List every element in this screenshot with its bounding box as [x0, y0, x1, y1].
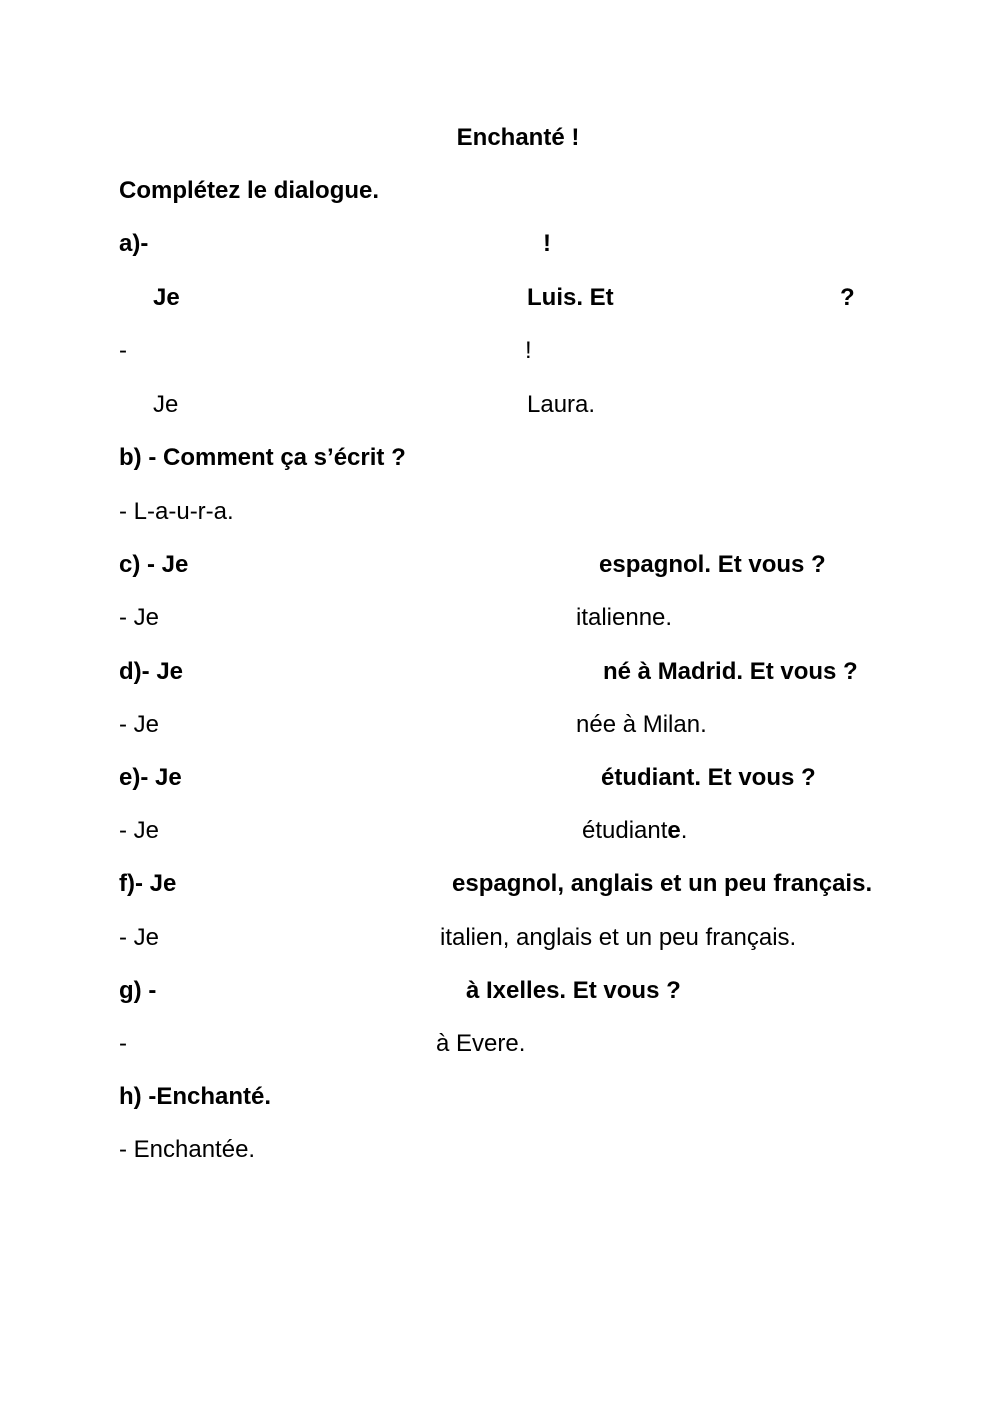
item-f-answer-left: - Je [119, 924, 160, 951]
item-a-reply-laura: Laura. [527, 391, 596, 418]
item-a-reply-je: Je [153, 391, 179, 418]
item-h-answer: - Enchantée. [119, 1136, 256, 1163]
item-f-right: espagnol, anglais et un peu français. [452, 870, 873, 897]
item-g-answer-right: à Evere. [436, 1030, 526, 1057]
item-a-luis: Luis. Et [527, 284, 614, 311]
item-e-answer-period: . [680, 817, 688, 844]
item-d-answer-left: - Je [119, 711, 160, 738]
item-b-prompt: b) - Comment ça s’écrit ? [119, 444, 406, 471]
item-f-answer-right: italien, anglais et un peu français. [440, 924, 797, 951]
item-a-exclamation: ! [543, 230, 551, 257]
item-a-je: Je [153, 284, 180, 311]
instruction: Complétez le dialogue. [119, 177, 380, 204]
page-title: Enchanté ! [456, 124, 580, 151]
item-c-answer-left: - Je [119, 604, 160, 631]
item-a-reply-exclamation: ! [525, 337, 532, 364]
item-e-right: étudiant. Et vous ? [601, 764, 816, 791]
item-e-answer-suffix: e [667, 817, 681, 844]
item-c-answer-right: italienne. [576, 604, 673, 631]
item-e-answer-stem: étudiant [582, 817, 668, 844]
item-h-prompt: h) -Enchanté. [119, 1083, 272, 1110]
item-g-right: à Ixelles. Et vous ? [466, 977, 681, 1004]
item-e-left: e)- Je [119, 764, 182, 791]
item-d-answer-right: née à Milan. [576, 711, 707, 738]
item-d-left: d)- Je [119, 658, 184, 685]
item-e-answer-right [582, 817, 687, 845]
item-c-left: c) - Je [119, 551, 189, 578]
item-d-right: né à Madrid. Et vous ? [603, 658, 858, 685]
item-a-reply-dash: - [119, 337, 127, 364]
item-c-right: espagnol. Et vous ? [599, 551, 826, 578]
item-f-left: f)- Je [119, 870, 177, 897]
item-g-left: g) - [119, 977, 157, 1004]
item-a-question-mark: ? [840, 284, 855, 311]
item-e-answer-left: - Je [119, 817, 160, 844]
item-a-label: a)- [119, 230, 149, 257]
item-b-answer: - L-a-u-r-a. [119, 498, 234, 525]
item-g-answer-left: - [119, 1030, 127, 1057]
